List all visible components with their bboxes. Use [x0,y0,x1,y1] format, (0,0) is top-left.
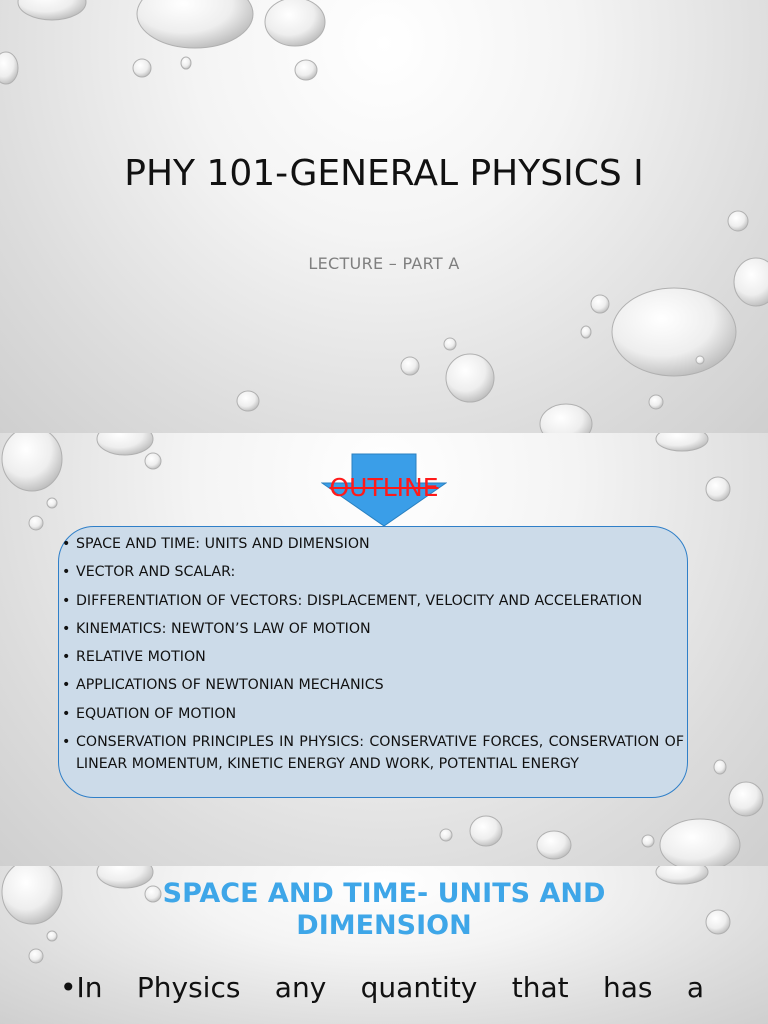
list-item: • DIFFERENTIATION OF VECTORS: DISPLACEMENT, VELOCITY AND ACCELERATION [62,592,643,609]
space-time-slide [0,866,768,1024]
list-item: • KINEMATICS: NEWTON’S LAW OF MOTION [62,620,371,637]
list-item: • RELATIVE MOTION [62,649,206,666]
list-item: • EQUATION OF MOTION [62,705,237,722]
lecture-subtitle: LECTURE – PART A [308,254,460,273]
section-heading: SPACE AND TIME- UNITS AND DIMENSION [162,878,606,941]
lecture-title: PHY 101-GENERAL PHYSICS I [124,153,644,194]
water-drops-background [0,0,768,433]
list-item: • CONSERVATION PRINCIPLES IN PHYSICS: CONSERVATIVE FORCES, CONSERVATION OF LINEAR MOMENTUM, KINETIC ENERGY AND WORK, POTENTIAL ENERGY [62,734,684,773]
list-item: • VECTOR AND SCALAR: [62,564,236,581]
outline-slide [0,433,768,866]
section-body-text: •In Physics any quantity that has a [60,971,704,1004]
outline-list [62,533,684,781]
outline-heading: OUTLINE [329,473,439,502]
title-slide [0,0,768,433]
list-item: • APPLICATIONS OF NEWTONIAN MECHANICS [62,677,384,694]
list-item: • SPACE AND TIME: UNITS AND DIMENSION [62,536,370,552]
